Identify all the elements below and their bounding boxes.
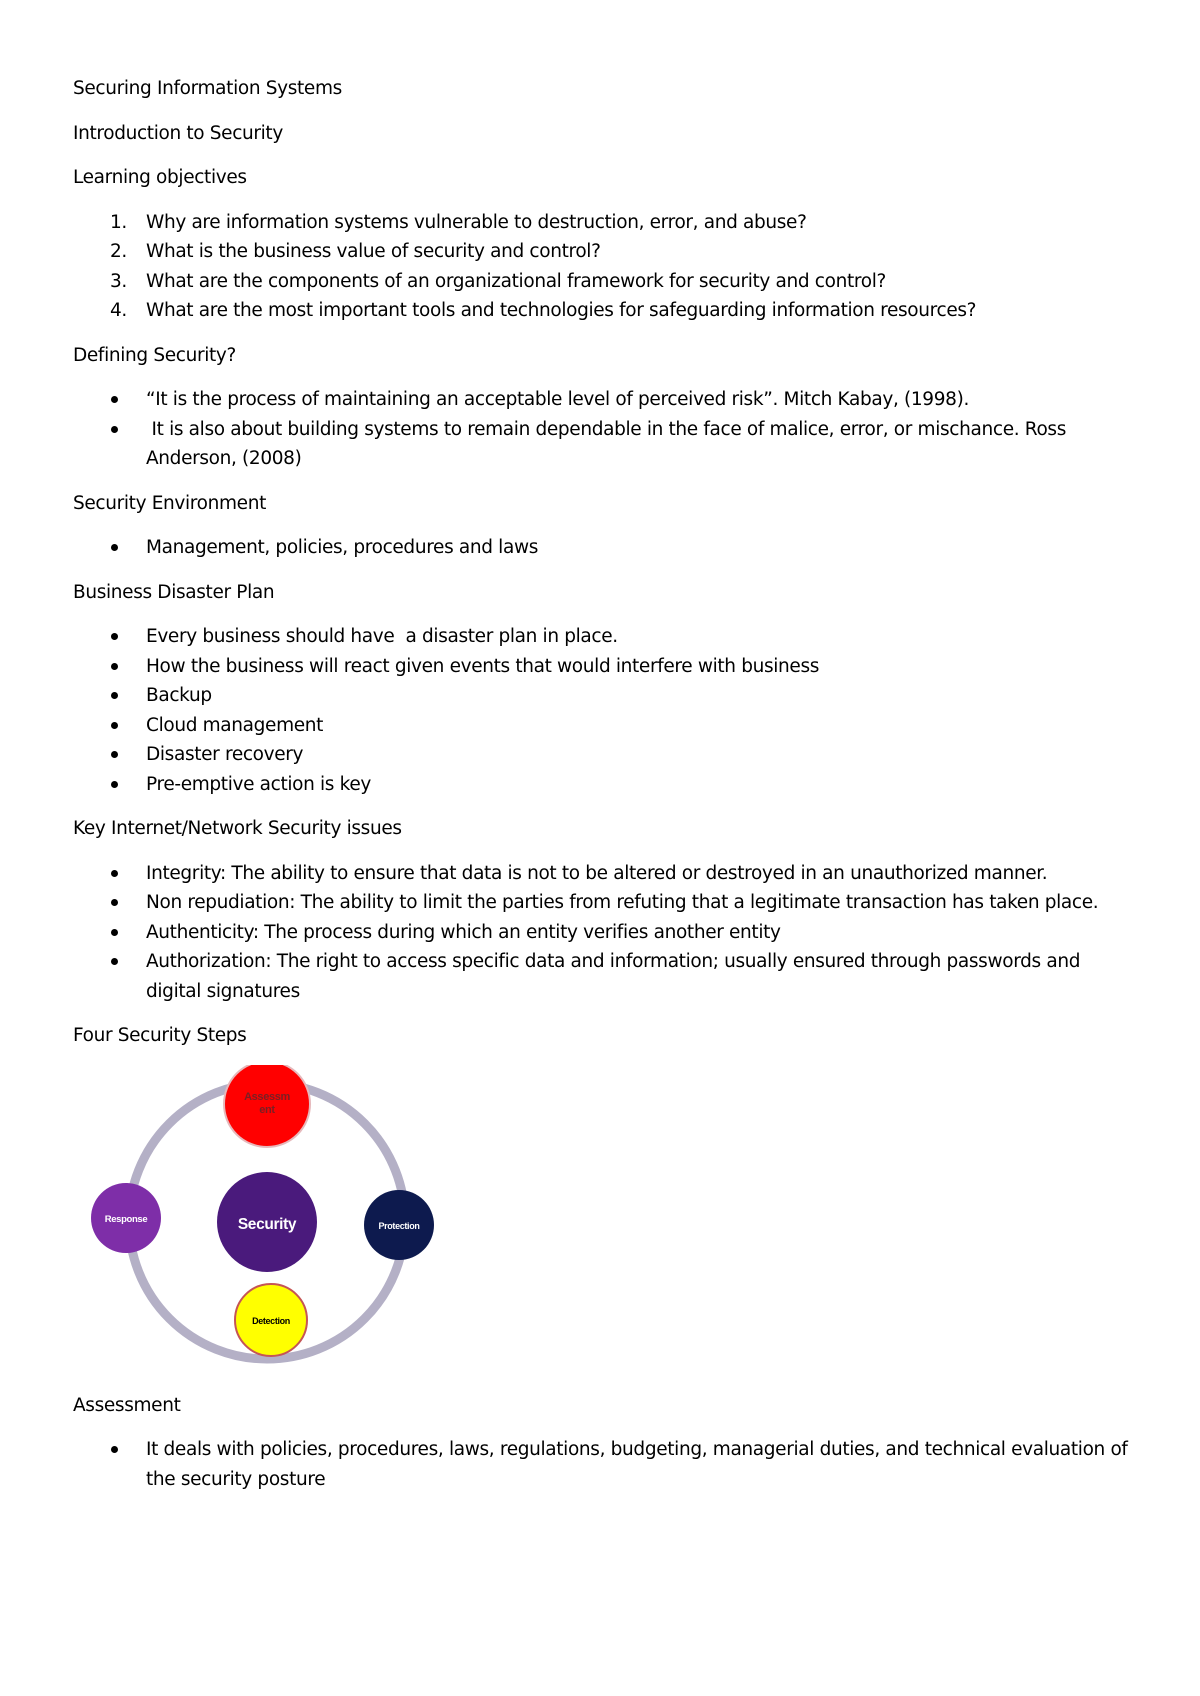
- document-subtitle: Introduction to Security: [73, 122, 283, 144]
- list-item-text: Authenticity: The process during which an entity verifies another entity: [146, 921, 781, 943]
- list-item: [73, 622, 1133, 652]
- list-item: [73, 533, 1133, 563]
- security-steps-heading: Four Security Steps: [73, 1025, 247, 1046]
- security-steps-diagram: [81, 1065, 461, 1365]
- list-number: 3.: [110, 270, 127, 292]
- list-item-text: What is the business value of security and control?: [146, 241, 601, 262]
- defining-security-heading: Defining Security?: [73, 344, 236, 366]
- bullet-icon: [111, 781, 118, 788]
- list-item-text: Disaster recovery: [146, 744, 304, 765]
- learning-objectives-list: [73, 208, 1133, 326]
- list-item: [73, 770, 1133, 800]
- list-item-text: It is also about building systems to remain dependable in the face of malice, error, or mischance. Ross Anderson, (2008): [146, 418, 1072, 469]
- list-item: [73, 1435, 1133, 1494]
- list-number: 2.: [110, 241, 127, 262]
- list-item-text: It deals with policies, procedures, laws, regulations, budgeting, managerial duties, and technical evaluation of the security posture: [146, 1439, 1128, 1490]
- list-item: [73, 267, 1133, 297]
- security-environment-list: [73, 533, 1133, 563]
- list-item-text: Every business should have a disaster plan in place.: [146, 626, 618, 647]
- list-item: [73, 652, 1133, 682]
- list-item: [73, 681, 1133, 711]
- list-item: [73, 740, 1133, 770]
- list-item-text: Authorization: The right to access specific data and information; usually ensured through passwords and digital signatures: [146, 951, 1081, 1002]
- list-number: 4.: [110, 300, 127, 321]
- list-item: [73, 296, 1133, 326]
- list-item: [73, 859, 1133, 889]
- disaster-plan-heading: Business Disaster Plan: [73, 581, 275, 603]
- bullet-icon: [111, 692, 118, 699]
- disaster-plan-list: [73, 622, 1133, 799]
- list-item: [73, 918, 1133, 948]
- list-item-text: Non repudiation: The ability to limit the parties from refuting that a legitimate transaction has taken place.: [146, 892, 1099, 913]
- list-item-text: “It is the process of maintaining an acceptable level of perceived risk”. Mitch Kabay, (1998).: [146, 389, 969, 410]
- list-item-text: What are the components of an organizational framework for security and control?: [146, 270, 886, 292]
- bullet-icon: [111, 722, 118, 729]
- bullet-icon: [111, 633, 118, 640]
- security-issues-list: [73, 859, 1133, 1007]
- list-item-text: Cloud management: [146, 714, 324, 736]
- bullet-icon: [111, 751, 118, 758]
- list-item-text: How the business will react given events that would interfere with business: [146, 655, 820, 677]
- learning-objectives-heading: Learning objectives: [73, 167, 247, 188]
- assessment-node-label-line2: ent: [259, 1103, 275, 1116]
- list-item-text: Integrity: The ability to ensure that data is not to be altered or destroyed in an unauthorized manner.: [146, 862, 1048, 884]
- list-item: [73, 947, 1133, 1006]
- bullet-icon: [111, 870, 118, 877]
- security-environment-heading: Security Environment: [73, 492, 266, 514]
- list-item: [73, 385, 1133, 415]
- list-item: [73, 208, 1133, 238]
- assessment-heading: Assessment: [73, 1394, 181, 1416]
- detection-node-label: Detection: [252, 1315, 290, 1326]
- bullet-icon: [111, 396, 118, 403]
- bullet-icon: [111, 663, 118, 670]
- document-body: [73, 74, 1133, 1494]
- bullet-icon: [111, 958, 118, 965]
- protection-node-label: Protection: [378, 1220, 420, 1231]
- list-item-text: Pre-emptive action is key: [146, 773, 371, 795]
- defining-security-list: [73, 385, 1133, 474]
- list-item-text: What are the most important tools and technologies for safeguarding information resources?: [146, 300, 977, 321]
- security-node-label: Security: [237, 1215, 297, 1233]
- list-item: [73, 888, 1133, 918]
- list-item-text: Backup: [146, 685, 212, 706]
- response-node-label: Response: [104, 1213, 148, 1225]
- bullet-icon: [111, 899, 118, 906]
- assessment-list: [73, 1435, 1133, 1494]
- list-item: [73, 415, 1133, 474]
- bullet-icon: [111, 544, 118, 551]
- document-title: Securing Information Systems: [73, 78, 342, 99]
- list-number: 1.: [110, 211, 127, 233]
- list-item: [73, 237, 1133, 267]
- bullet-icon: [111, 929, 118, 936]
- list-item-text: Management, policies, procedures and laws: [146, 537, 539, 558]
- bullet-icon: [111, 426, 118, 433]
- bullet-icon: [111, 1446, 118, 1453]
- assessment-node-label-line1: Assessm: [244, 1090, 290, 1103]
- security-issues-heading: Key Internet/Network Security issues: [73, 818, 402, 839]
- list-item-text: Why are information systems vulnerable to destruction, error, and abuse?: [146, 211, 807, 233]
- list-item: [73, 711, 1133, 741]
